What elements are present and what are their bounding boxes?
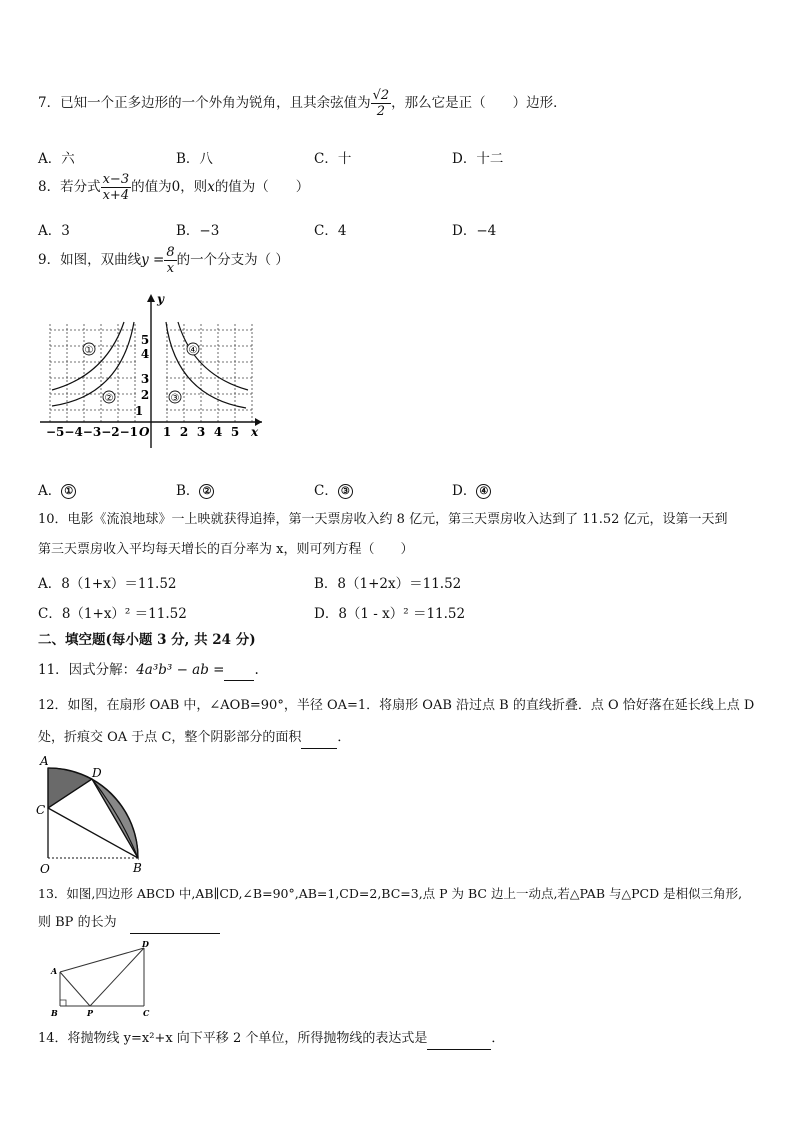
q9-frac-num: 8: [166, 245, 175, 260]
question-7: [38, 88, 567, 119]
q10-option-b[interactable]: B．8（1+2x）＝11.52: [314, 576, 462, 592]
label-p: P: [87, 1008, 94, 1018]
x-tick-4: 4: [213, 425, 223, 439]
question-14: [38, 1029, 504, 1050]
section-2-heading: 二、填空题(每小题 3 分, 共 24 分): [38, 632, 256, 648]
label-d: D: [142, 939, 149, 949]
q12-line-2: [38, 728, 350, 749]
q8-var: x: [207, 179, 215, 195]
q9-option-c-mark: ③: [338, 484, 353, 499]
label-b: B: [133, 861, 142, 875]
q7-frac-num: √2: [372, 88, 390, 103]
q13-line-2-text: 则 BP 的长为: [38, 915, 117, 930]
q7-option-c[interactable]: C．十: [314, 151, 352, 167]
shaded-region-top: [48, 768, 92, 808]
q9-option-a-mark: ①: [61, 484, 76, 499]
q9-option-d-mark: ④: [476, 484, 491, 499]
q14-answer-blank[interactable]: [427, 1029, 491, 1050]
q10-option-d[interactable]: D．8（1 - x）² ＝11.52: [314, 606, 466, 622]
q7-fraction: [371, 88, 392, 119]
q7-frac-den: 2: [376, 104, 386, 119]
branch-4-label: ④: [188, 345, 198, 356]
q9-option-a-letter: A．: [38, 483, 62, 499]
q7-option-b[interactable]: B．八: [176, 151, 213, 167]
q9-fraction: [164, 245, 176, 276]
q9-option-c[interactable]: [314, 479, 353, 499]
q10-option-c[interactable]: C．8（1+x）² ＝11.52: [38, 606, 187, 622]
q13-answer-blank[interactable]: [130, 913, 220, 934]
segment-db: [92, 779, 138, 858]
label-a: A: [51, 966, 58, 976]
q13-line-2: [38, 913, 220, 934]
q10-line-2: 第三天票房收入平均每天增长的百分率为 x，则可列方程（ ）: [38, 542, 414, 557]
label-d: D: [92, 766, 102, 780]
q9-option-b[interactable]: [176, 479, 214, 499]
q11-text-post: .: [254, 662, 259, 678]
label-c: C: [143, 1008, 150, 1018]
q7-text-pre: 7．已知一个正多边形的一个外角为锐角，且其余弦值为: [38, 95, 371, 111]
q8-text-pre: 8．若分式: [38, 179, 101, 195]
q9-text-post: 的一个分支为（ ）: [176, 252, 289, 268]
question-8: [38, 172, 309, 203]
branch-1-label: ①: [84, 345, 94, 356]
q7-option-d[interactable]: D．十二: [452, 151, 504, 167]
q12-line-2-text: 处，折痕交 OA 于点 C，整个阴影部分的面积: [38, 730, 302, 745]
label-b: B: [51, 1008, 58, 1018]
segment-pd: [90, 948, 144, 1006]
x-negative-ticks: −5−4−3−2−1: [46, 425, 139, 439]
y-tick-2: 2: [140, 388, 150, 402]
label-o: O: [40, 862, 50, 876]
y-tick-4: 4: [140, 347, 150, 361]
q11-text-pre: 11．因式分解：: [38, 662, 137, 678]
branch-2-label: ②: [104, 393, 114, 404]
q8-text-mid: 的值为: [131, 179, 172, 195]
label-c: C: [36, 803, 46, 817]
q8-fraction: [101, 172, 132, 203]
branch-3-label: ③: [170, 393, 180, 404]
branch-2-curve: [52, 322, 134, 406]
q8-frac-num: x−3: [102, 172, 130, 187]
q8-option-a[interactable]: A．3: [38, 223, 70, 239]
q9-option-d-letter: D．: [452, 483, 477, 499]
q12-answer-blank[interactable]: [301, 728, 337, 749]
x-tick-2: 2: [179, 425, 189, 439]
q9-option-c-letter: C．: [314, 483, 338, 499]
q11-expression: 4a³b³ − ab =: [136, 662, 225, 678]
segment-ap: [60, 972, 90, 1006]
right-angle-mark: [60, 1000, 66, 1006]
q12-line-2-post: ．: [337, 730, 351, 745]
q8-option-c[interactable]: C．4: [314, 223, 347, 239]
q8-option-b[interactable]: B．−3: [176, 223, 220, 239]
q9-option-b-mark: ②: [199, 484, 214, 499]
y-axis-label: y: [157, 292, 164, 306]
q10-line-1: 10．电影《流浪地球》一上映就获得追捧，第一天票房收入约 8 亿元，第三天票房收入达到了 11.52 亿元，设第一天到: [38, 512, 728, 527]
origin-label: O: [139, 425, 150, 439]
x-tick-1: 1: [162, 425, 172, 439]
label-a: A: [40, 754, 49, 768]
q9-lhs: y =: [141, 252, 165, 268]
x-tick-5: 5: [230, 425, 240, 439]
q8-comma: ，则: [180, 179, 208, 195]
q14-text: 14．将抛物线 y=x²+x 向下平移 2 个单位，所得抛物线的表达式是: [38, 1031, 428, 1046]
q11-answer-blank[interactable]: [224, 660, 254, 681]
q13-line-1: 13．如图,四边形 ABCD 中,AB∥CD,∠B=90°,AB=1,CD=2,BC=3,点 P 为 BC 边上一动点,若△PAB 与△PCD 是相似三角形,: [38, 886, 743, 901]
question-11: [38, 660, 259, 681]
y-axis-arrow-icon: [147, 294, 155, 302]
question-9: [38, 245, 289, 276]
q9-option-d[interactable]: [452, 479, 491, 499]
q9-hyperbola-graph: [36, 290, 272, 450]
q12-sector-figure: [34, 754, 154, 878]
x-tick-3: 3: [196, 425, 206, 439]
q9-option-a[interactable]: [38, 479, 76, 499]
q7-text-post: ，那么它是正（ ）边形．: [391, 95, 567, 111]
q7-option-a[interactable]: A．六: [38, 151, 75, 167]
q12-line-1: 12．如图，在扇形 OAB 中，∠AOB=90°，半径 OA=1．将扇形 OAB 沿过点 B 的直线折叠．点 O 恰好落在延长线上点 D: [38, 698, 755, 713]
y-tick-3: 3: [140, 372, 150, 386]
q9-frac-den: x: [166, 261, 175, 276]
q9-text-pre: 9．如图，双曲线: [38, 252, 142, 268]
y-tick-5: 5: [140, 333, 150, 347]
y-tick-1: 1: [134, 404, 144, 418]
q10-option-a[interactable]: A．8（1+x）＝11.52: [38, 576, 177, 592]
q8-option-d[interactable]: D．−4: [452, 223, 497, 239]
q9-option-b-letter: B．: [176, 483, 200, 499]
branch-1-curve: [52, 322, 124, 390]
q8-text-post: 的值为（ ）: [214, 179, 310, 195]
side-ad: [60, 948, 144, 972]
q8-frac-den: x+4: [102, 188, 130, 203]
q13-quadrilateral-figure: [46, 938, 166, 1020]
x-axis-label: x: [251, 425, 259, 439]
q14-text-post: ．: [491, 1031, 505, 1046]
q8-zero: 0: [171, 179, 181, 195]
branch-4-curve: [178, 322, 248, 390]
